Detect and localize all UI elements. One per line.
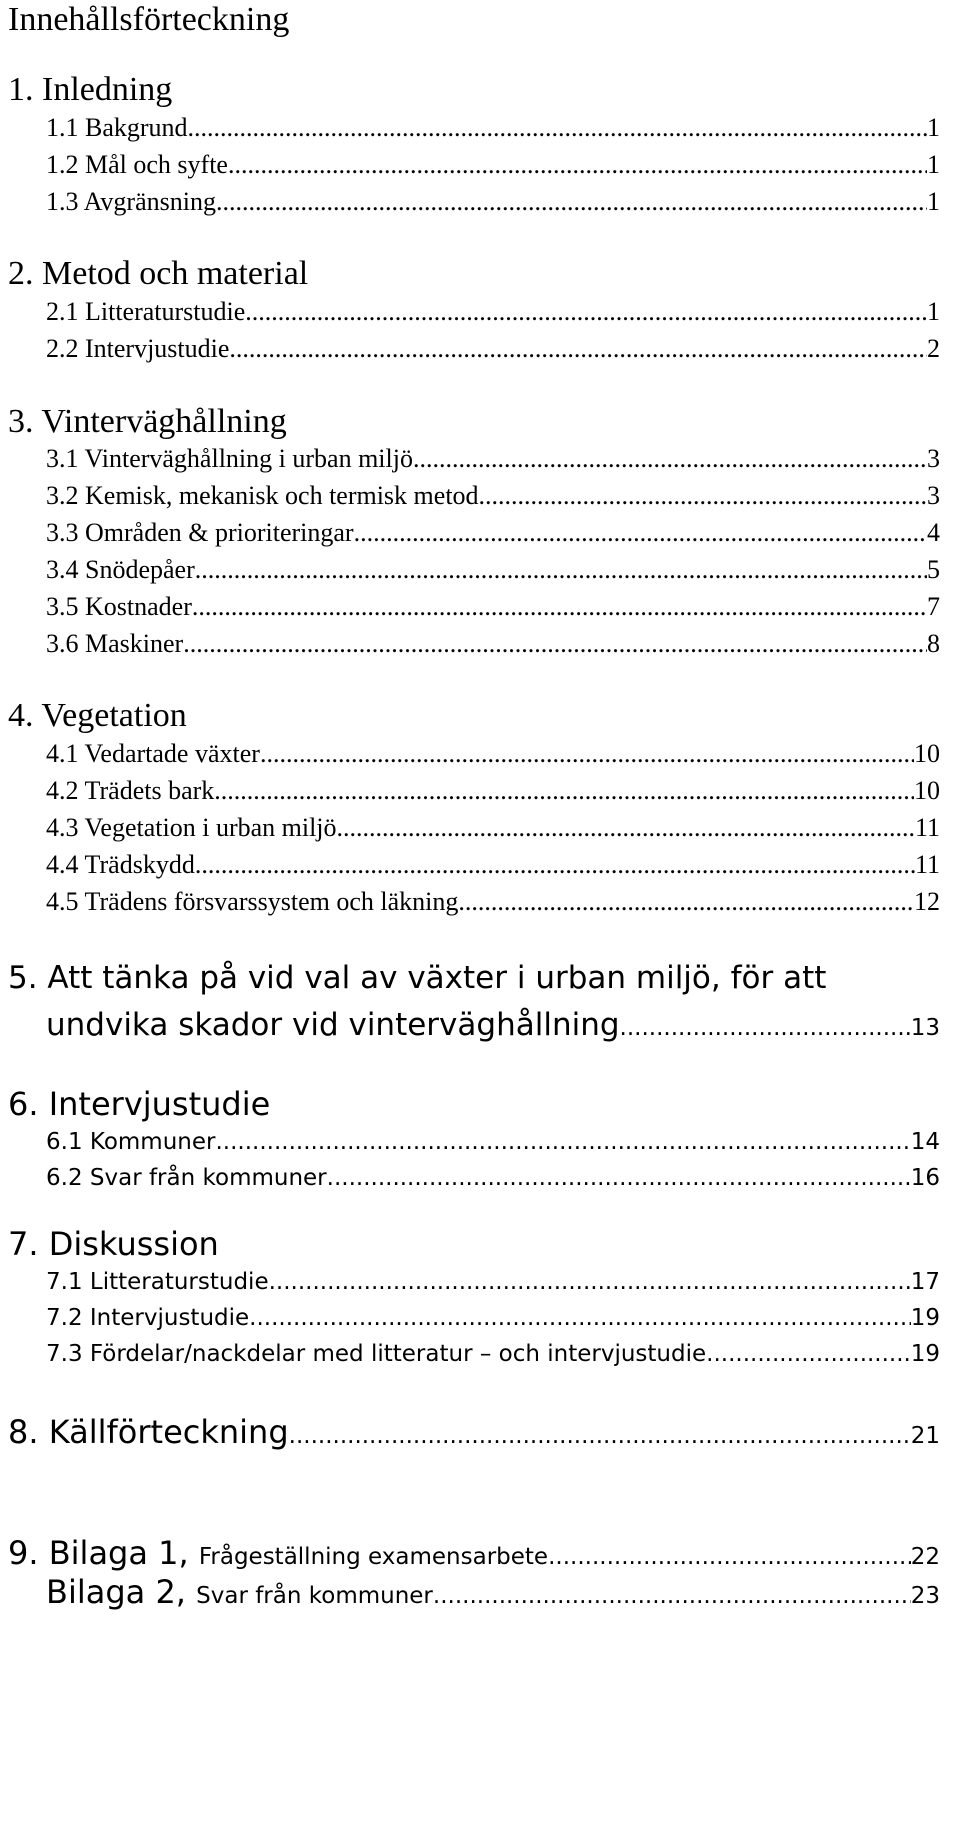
entry-label: 2.1 Litteraturstudie [46,297,246,326]
leader-dots [195,554,927,586]
toc-entry[interactable] [46,333,940,365]
entry-label: 4.3 Vegetation i urban miljö [46,813,337,842]
leader-dots [289,1416,911,1456]
toc-entry[interactable] [46,1302,940,1334]
entry-page: 17 [910,1269,940,1295]
leader-dots [195,849,915,881]
toc-entry-appendix-1[interactable] [8,1533,940,1577]
entry-page: 8 [927,629,940,658]
leader-dots [354,517,927,549]
entry-label: 3.6 Maskiner [46,629,184,658]
entry-page: 22 [910,1544,940,1570]
entry-page: 11 [914,813,940,842]
entry-label: 8. Källförteckning [8,1413,289,1451]
entry-page: 13 [910,1015,940,1041]
entry-page: 19 [910,1305,940,1331]
section-heading-6: 6. Intervjustudie [8,1085,271,1123]
entry-page: 14 [910,1129,940,1155]
toc-entry[interactable] [46,775,940,807]
entry-page: 11 [914,850,940,879]
appendix-subtitle: Frågeställning examensarbete [198,1544,549,1570]
entry-page: 4 [927,518,940,547]
leader-dots [229,333,927,365]
leader-dots [215,1126,910,1158]
entry-page: 1 [927,150,940,179]
leader-dots [479,480,927,512]
entry-label: 4.4 Trädskydd [46,850,195,879]
toc-entry[interactable] [46,554,940,586]
toc-entry[interactable] [46,1338,940,1370]
entry-label [46,1572,433,1616]
entry-label: 7.3 Fördelar/nackdelar med litteratur – och intervjustudie [46,1341,707,1367]
section-heading-7: 7. Diskussion [8,1225,219,1263]
entry-page: 12 [914,887,940,916]
entry-page: 2 [927,334,940,363]
leader-dots [548,1537,911,1577]
toc-entry[interactable] [46,849,940,881]
leader-dots [458,886,914,918]
leader-dots [183,628,927,660]
toc-entry[interactable] [46,1005,940,1048]
toc-entry[interactable] [46,1126,940,1158]
toc-entry[interactable] [46,112,940,144]
entry-page: 10 [914,776,940,805]
toc-entry[interactable] [46,886,940,918]
toc-entry[interactable] [46,480,940,512]
leader-dots [188,112,927,144]
entry-label: 1.1 Bakgrund [46,113,188,142]
entry-page: 5 [927,555,940,584]
entry-label: 6.1 Kommuner [46,1129,216,1155]
section-heading-4: 4. Vegetation [8,697,187,734]
entry-label: 3.4 Snödepåer [46,555,195,584]
entry-page: 1 [927,113,940,142]
entry-label: undvika skador vid vinterväghållning [46,1007,620,1043]
toc-entry[interactable] [46,738,940,770]
section-heading-3: 3. Vinterväghållning [8,403,287,440]
leader-dots [214,775,914,807]
leader-dots [706,1338,911,1370]
entry-page: 3 [927,481,940,510]
toc-entry[interactable] [46,591,940,623]
leader-dots [413,443,927,475]
entry-label: 3.3 Områden & prioriteringar [46,518,354,547]
toc-entry-appendix-2[interactable] [46,1572,940,1616]
appendix-heading: 9. Bilaga 1, [8,1534,189,1572]
section-heading-2: 2. Metod och material [8,255,309,292]
entry-page: 10 [914,739,940,768]
section-heading-5: 5. Att tänka på vid val av växter i urban miljö, för att [8,960,827,996]
entry-label [8,1533,548,1577]
leader-dots [327,1162,911,1194]
section-heading-1: 1. Inledning [8,71,173,108]
entry-label: 4.5 Trädens försvarssystem och läkning [46,887,459,916]
toc-entry[interactable] [46,149,940,181]
leader-dots [260,738,914,770]
entry-label: 1.2 Mål och syfte [46,150,228,179]
toc-entry-section-8[interactable] [8,1412,940,1456]
leader-dots [269,1266,911,1298]
appendix-heading: Bilaga 2, [46,1573,186,1611]
page-title: Innehållsförteckning [8,1,290,38]
entry-label: 6.2 Svar från kommuner [46,1165,327,1191]
toc-entry[interactable] [46,1162,940,1194]
entry-label: 4.2 Trädets bark [46,776,215,805]
entry-label: 3.2 Kemisk, mekanisk och termisk metod [46,481,479,510]
leader-dots [433,1576,911,1616]
toc-entry[interactable] [46,812,940,844]
appendix-subtitle: Svar från kommuner [196,1583,433,1609]
entry-label: 7.2 Intervjustudie [46,1305,250,1331]
leader-dots [620,1008,911,1048]
leader-dots [337,812,915,844]
leader-dots [228,149,927,181]
entry-page: 1 [927,187,940,216]
entry-label: 1.3 Avgränsning [46,187,216,216]
entry-page: 21 [910,1423,940,1449]
leader-dots [249,1302,911,1334]
entry-label: 3.1 Vinterväghållning i urban miljö [46,444,413,473]
toc-entry[interactable] [46,443,940,475]
entry-page: 23 [910,1583,940,1609]
leader-dots [216,186,927,218]
entry-label: 7.1 Litteraturstudie [46,1269,269,1295]
toc-entry[interactable] [46,1266,940,1298]
entry-label: 2.2 Intervjustudie [46,334,230,363]
toc-entry[interactable] [46,628,940,660]
toc-entry[interactable] [46,186,940,218]
entry-page: 1 [927,297,940,326]
entry-page: 16 [910,1165,940,1191]
entry-label: 3.5 Kostnader [46,592,192,621]
toc-entry[interactable] [46,296,940,328]
entry-page: 19 [910,1341,940,1367]
leader-dots [245,296,927,328]
entry-label: 4.1 Vedartade växter [46,739,260,768]
toc-entry[interactable] [46,517,940,549]
leader-dots [192,591,927,623]
entry-page: 7 [927,592,940,621]
entry-page: 3 [927,444,940,473]
